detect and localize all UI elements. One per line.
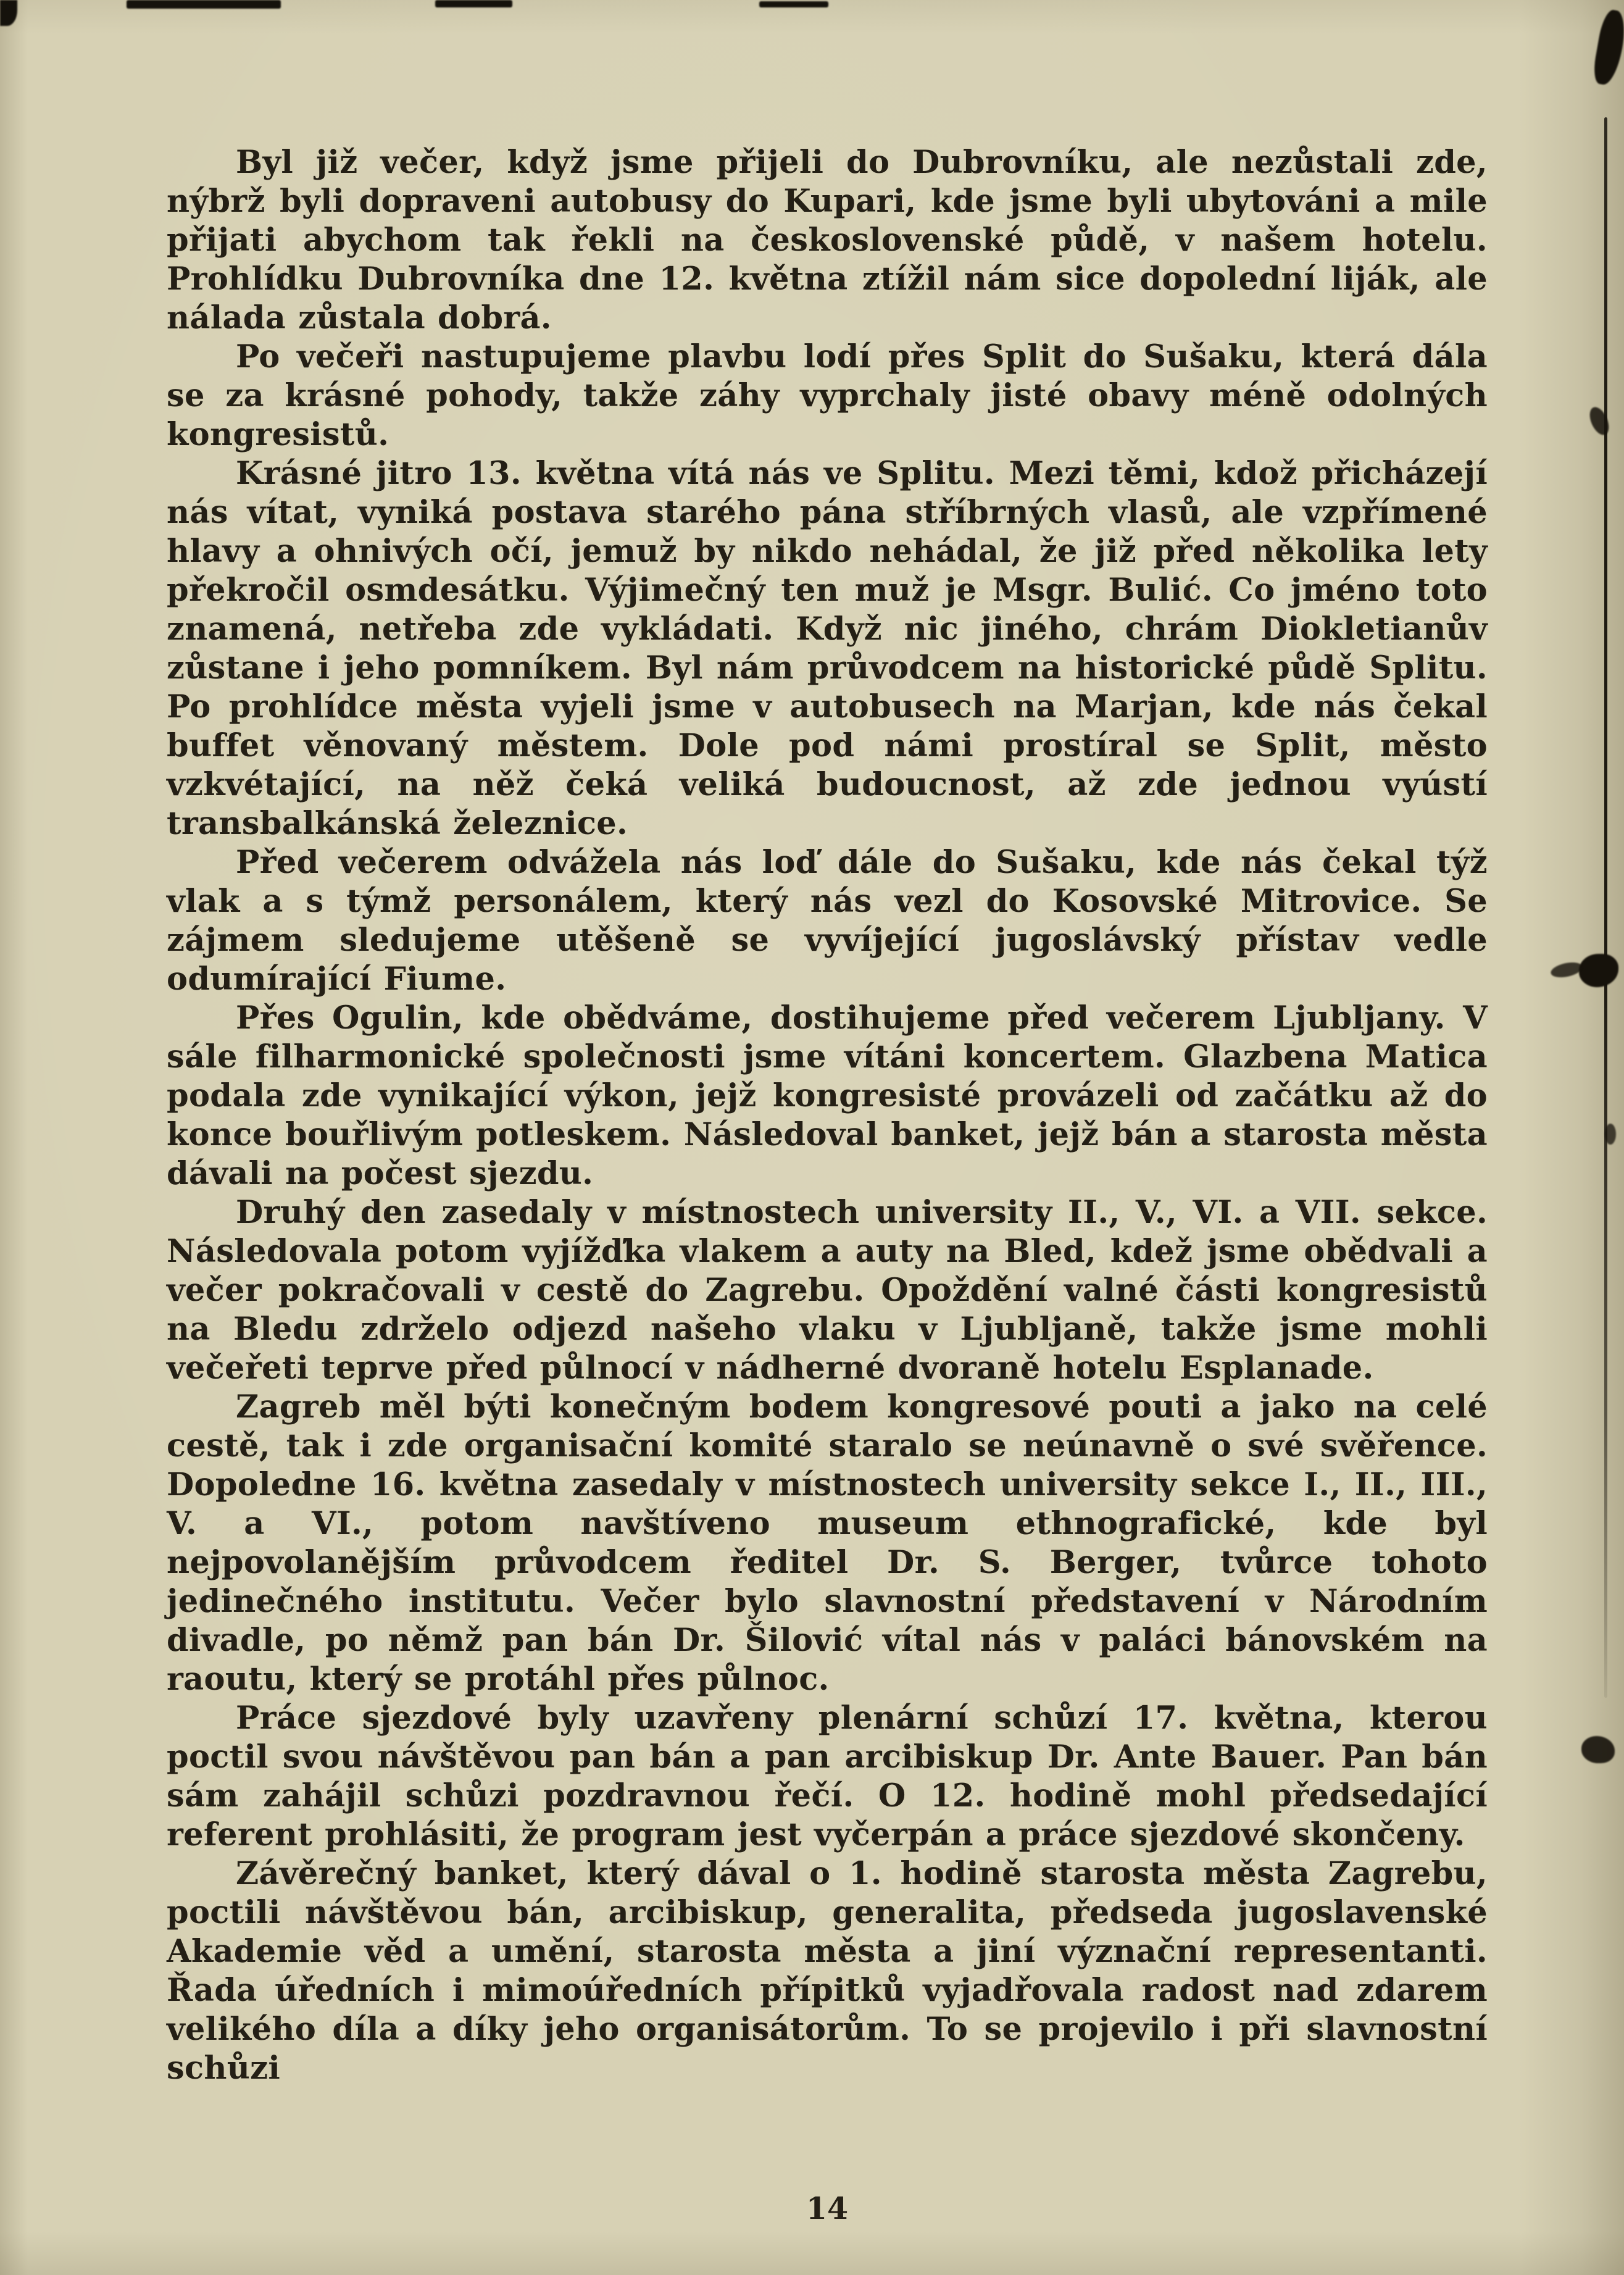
paragraph: Druhý den zasedaly v místnostech university II., V., VI. a VII. sekce. Následovala potom vyjížďka vlakem a auty na Bled, kdež jsme obědvali a večer pokračovali v cestě do Zagrebu. Opoždění valné části kongresistů na Bledu zdrželo odjezd našeho vlaku v Ljubljaně, takže jsme mohli večeřeti teprve před půlnocí v nádherné dvoraně hotelu Esplanade. <box>167 1194 1488 1387</box>
paragraph: Přes Ogulin, kde obědváme, dostihujeme před večerem Ljubljany. V sále filharmonické společnosti jsme vítáni koncertem. Glazbena Matica podala zde vynikající výkon, jejž kongresisté provázeli od začátku až do konce bouřlivým potleskem. Následoval banket, jejž bán a starosta města dávali na počest sjezdu. <box>167 1000 1488 1192</box>
ink-smudge-right-middle-wing <box>1549 960 1583 980</box>
scan-artifact-top <box>759 1 828 7</box>
ink-smudge-right-upper <box>1586 404 1612 438</box>
page-number: 14 <box>806 2190 849 2226</box>
paragraph: Zagreb měl býti konečným bodem kongresové pouti a jako na celé cestě, tak i zde organisační komité staralo se neúnavně o své svěřence. Dopoledne 16. května zasedaly v místnostech university sekce I., II., III., V. a VI., potom navštíveno museum ethnografické, kde byl nejpovolanějším průvodcem ředitel Dr. S. Berger, tvůrce tohoto jedinečného institutu. Večer bylo slavnostní představení v Národním divadle, po němž pan bán Dr. Šilović vítal nás v paláci bánovském na raoutu, který se protáhl přes půlnoc. <box>167 1388 1488 1698</box>
ink-smudge-right-middle <box>1579 954 1618 987</box>
page-edge-line <box>1604 117 1607 1698</box>
scan-artifact-top <box>435 0 512 7</box>
body-text <box>167 143 1488 2088</box>
ink-smudge-top-right <box>1591 8 1624 86</box>
paragraph: Před večerem odvážela nás loď dále do Sušaku, kde nás čekal týž vlak a s týmž personálem, který nás vezl do Kosovské Mitrovice. Se zájmem sledujeme utěšeně se vyvíjející jugoslávský přístav vedle odumírající Fiume. <box>167 844 1488 998</box>
paragraph: Práce sjezdové byly uzavřeny plenární schůzí 17. května, kterou poctil svou návštěvou pan bán a pan arcibiskup Dr. Ante Bauer. Pan bán sám zahájil schůzi pozdravnou řečí. O 12. hodině mohl předsedající referent prohlásiti, že program jest vyčerpán a práce sjezdové skončeny. <box>167 1700 1488 1853</box>
paragraph: Byl již večer, když jsme přijeli do Dubrovníku, ale nezůstali zde, nýbrž byli dopraveni autobusy do Kupari, kde jsme byli ubytováni a mile přijati abychom tak řekli na československé půdě, v našem hotelu. Prohlídku Dubrovníka dne 12. května ztížil nám sice dopolední liják, ale nálada zůstala dobrá. <box>167 144 1488 336</box>
scan-artifact-top <box>127 0 281 9</box>
paragraph: Krásné jitro 13. května vítá nás ve Splitu. Mezi těmi, kdož přicházejí nás vítat, vyniká postava starého pána stříbrných vlasů, ale vzpřímené hlavy a ohnivých očí, jemuž by nikdo nehádal, že již před několika lety překročil osmdesátku. Výjimečný ten muž je Msgr. Bulić. Co jméno toto znamená, netřeba zde vykládati. Když nic jiného, chrám Diokletianův zůstane i jeho pomníkem. Byl nám průvodcem na historické půdě Splitu. Po prohlídce města vyjeli jsme v autobusech na Marjan, kde nás čekal buffet věnovaný městem. Dole pod námi prostíral se Split, město vzkvétající, na něž čeká veliká budoucnost, až zde jednou vyústí transbalkánská železnice. <box>167 455 1488 842</box>
paragraph: Po večeři nastupujeme plavbu lodí přes Split do Sušaku, která dála se za krásné pohody, takže záhy vyprchaly jisté obavy méně odolných kongresistů. <box>167 338 1488 453</box>
paragraph: Závěrečný banket, který dával o 1. hodině starosta města Zagrebu, poctili návštěvou bán, arcibiskup, generalita, předseda jugoslavenské Akademie věd a umění, starosta města a jiní význační representanti. Řada úředních i mimoúředních přípitků vyjadřovala radost nad zdarem velikého díla a díky jeho organisátorům. To se projevilo i při slavnostní schůzi <box>167 1855 1488 2087</box>
ink-smudge-right-small <box>1605 1124 1616 1145</box>
scan-artifact-corner <box>0 0 17 26</box>
ink-smudge-right-lower <box>1581 1736 1615 1763</box>
